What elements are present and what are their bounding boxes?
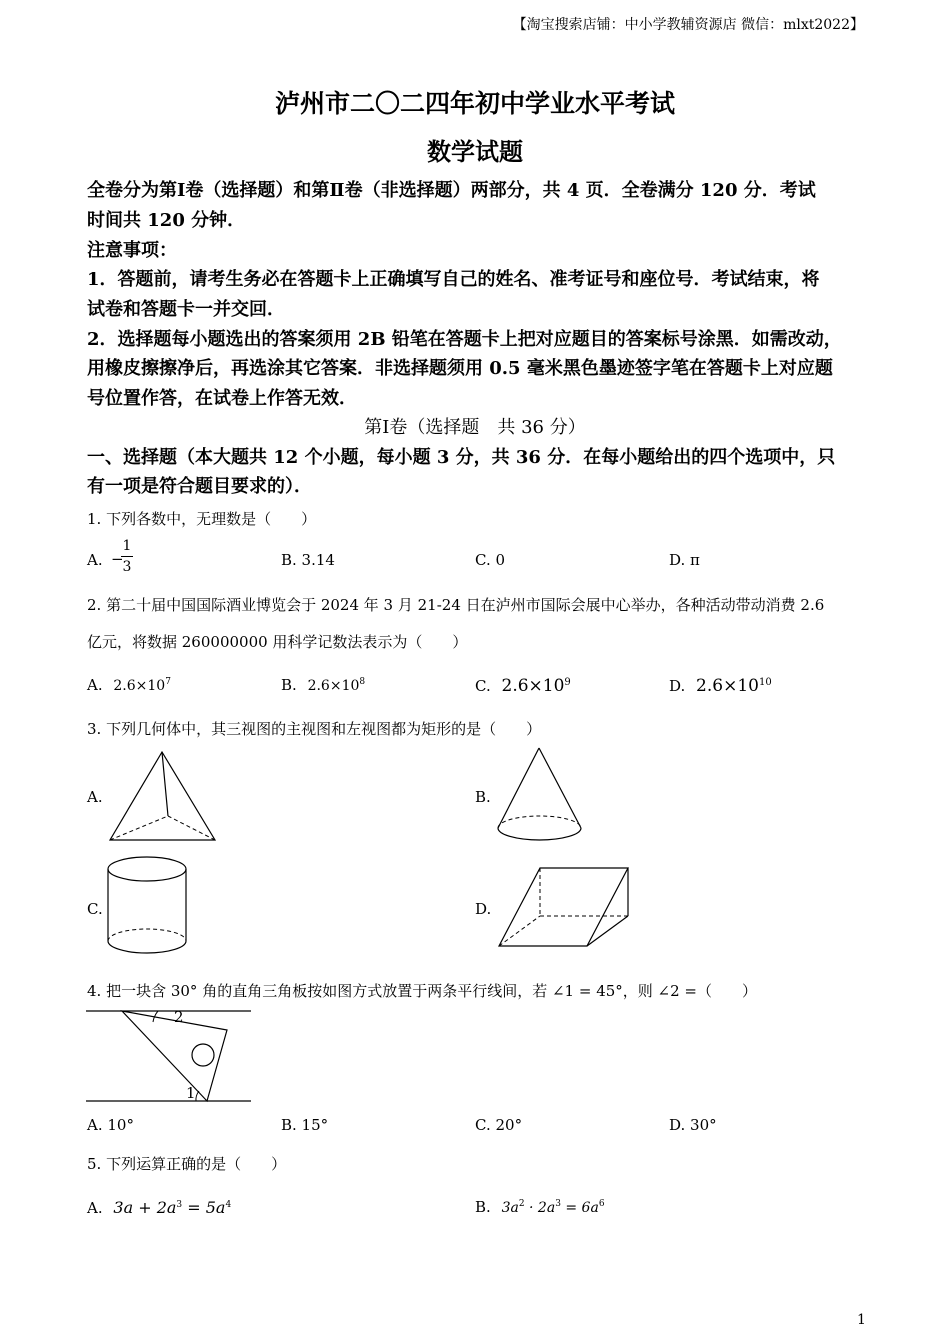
q4-option-d: D. 30° <box>669 1116 717 1134</box>
cylinder-figure <box>106 855 190 957</box>
q2-option-b-exponent: 8 <box>359 677 366 687</box>
section1-heading: 第Ⅰ卷（选择题 共 36 分） <box>364 417 586 438</box>
oblique-prism-figure <box>497 866 631 948</box>
notice1-line2: 试卷和答题卡一并交回． <box>87 299 285 320</box>
cone-figure <box>495 746 585 842</box>
page-title: 泸州市二〇二四年初中学业水平考试 <box>274 89 675 118</box>
q3-option-b-label: B. <box>475 788 491 806</box>
q5-option-a-term2: = 5a <box>182 1198 226 1217</box>
q1-stem: 1. 下列各数中，无理数是（ ） <box>87 510 317 528</box>
notice-heading: 注意事项： <box>87 240 177 261</box>
q5-option-b-term3: = 6a <box>560 1200 599 1216</box>
q1-option-a-fraction <box>111 538 133 575</box>
q1-option-d: D. π <box>669 551 700 569</box>
q5-option-a-label: A. <box>87 1199 103 1217</box>
q5-option-a-exp2: 4 <box>225 1200 232 1210</box>
notice2-line3: 号位置作答，在试卷上作答无效． <box>87 388 357 409</box>
q2-option-d <box>669 676 772 696</box>
q2-option-b <box>281 676 365 694</box>
q4-option-c: C. 20° <box>475 1116 523 1134</box>
notice2-line1: 2．选择题每小题选出的答案须用 2B 铅笔在答题卡上把对应题目的答案标号涂黑．如需改动， <box>87 329 842 350</box>
page-number: 1 <box>857 1312 866 1328</box>
q5-option-a-term1: 3a + 2a <box>113 1198 177 1217</box>
q5-option-b-exp3: 6 <box>598 1199 605 1209</box>
intro-line2: 时间共 120 分钟． <box>87 210 246 231</box>
q2-option-c-exponent: 9 <box>564 677 571 688</box>
q4-stem: 4. 把一块含 30° 角的直角三角板按如图方式放置于两条平行线间，若 ∠1 = 45°，则 ∠2 =（ ） <box>87 982 757 1000</box>
parallel-lines-triangle-figure <box>86 1008 252 1104</box>
q5-option-b-term1: 3a <box>501 1200 519 1216</box>
q1-option-b: B. 3.14 <box>281 551 335 569</box>
q3-option-c-label: C. <box>87 900 103 918</box>
page-subtitle: 数学试题 <box>427 137 523 166</box>
q5-option-b-exp2: 3 <box>555 1199 561 1209</box>
part1-instruction-line1: 一、选择题（本大题共 12 个小题，每小题 3 分，共 36 分．在每小题给出的四个选项中，只 <box>87 447 836 468</box>
q1-option-c: C. 0 <box>475 551 506 569</box>
q5-option-a <box>87 1198 231 1217</box>
q2-option-d-exponent: 10 <box>758 677 772 688</box>
fraction-bar <box>121 556 133 557</box>
q2-stem-line1: 2. 第二十届中国国际酒业博览会于 2024 年 3 月 21-24 日在泸州市国际会展中心举办，各种活动带动消费 2.6 <box>87 596 825 614</box>
q3-option-d-label: D. <box>475 900 492 918</box>
q4-option-a: A. 10° <box>87 1116 134 1134</box>
intro-line1: 全卷分为第Ⅰ卷（选择题）和第Ⅱ卷（非选择题）两部分，共 4 页．全卷满分 120 分．考试 <box>87 180 816 201</box>
notice1-line1: 1．答题前，请考生务必在答题卡上正确填写自己的姓名、准考证号和座位号．考试结束，将 <box>87 269 820 290</box>
angle-1-label: 1 <box>186 1084 196 1102</box>
angle-2-label: 2 <box>174 1008 184 1026</box>
q2-option-d-label: D. <box>669 677 686 695</box>
part1-instruction-line2: 有一项是符合题目要求的）． <box>87 476 312 497</box>
q2-option-b-label: B. <box>281 676 297 694</box>
q2-option-a-base: 2.6×10 <box>113 678 166 694</box>
q1-option-a-sign: − <box>111 550 124 568</box>
q5-option-a-exp1: 3 <box>176 1200 183 1210</box>
q2-option-a-label: A. <box>87 676 103 694</box>
triangular-pyramid-figure <box>108 750 218 842</box>
q3-stem: 3. 下列几何体中，其三视图的主视图和左视图都为矩形的是（ ） <box>87 720 542 738</box>
q1-option-a-denominator: 3 <box>122 559 132 575</box>
q5-option-b-label: B. <box>475 1198 491 1216</box>
q2-stem-line2: 亿元，将数据 260000000 用科学记数法表示为（ ） <box>87 633 468 651</box>
q4-option-b: B. 15° <box>281 1116 329 1134</box>
q2-option-d-base: 2.6×10 <box>696 676 759 696</box>
q1-option-a-numerator: 1 <box>122 538 132 554</box>
q2-option-c <box>475 676 571 696</box>
q2-option-a <box>87 676 171 694</box>
q5-option-b <box>475 1198 605 1216</box>
q2-option-b-base: 2.6×10 <box>307 678 360 694</box>
q3-option-a-label: A. <box>87 788 103 806</box>
q2-option-a-exponent: 7 <box>165 677 171 687</box>
q2-option-c-label: C. <box>475 677 491 695</box>
q5-option-b-exp1: 2 <box>518 1199 525 1209</box>
q5-stem: 5. 下列运算正确的是（ ） <box>87 1155 287 1173</box>
notice2-line2: 用橡皮擦擦净后，再选涂其它答案．非选择题须用 0.5 毫米黑色墨迹签字笔在答题卡上对应题 <box>87 358 833 379</box>
q1-option-a-label: A. <box>87 551 103 569</box>
q2-option-c-base: 2.6×10 <box>501 676 565 696</box>
q5-option-b-term2: · 2a <box>524 1200 556 1216</box>
header-note: 【淘宝搜索店铺：中小学教辅资源店 微信：mlxt2022】 <box>512 17 864 33</box>
